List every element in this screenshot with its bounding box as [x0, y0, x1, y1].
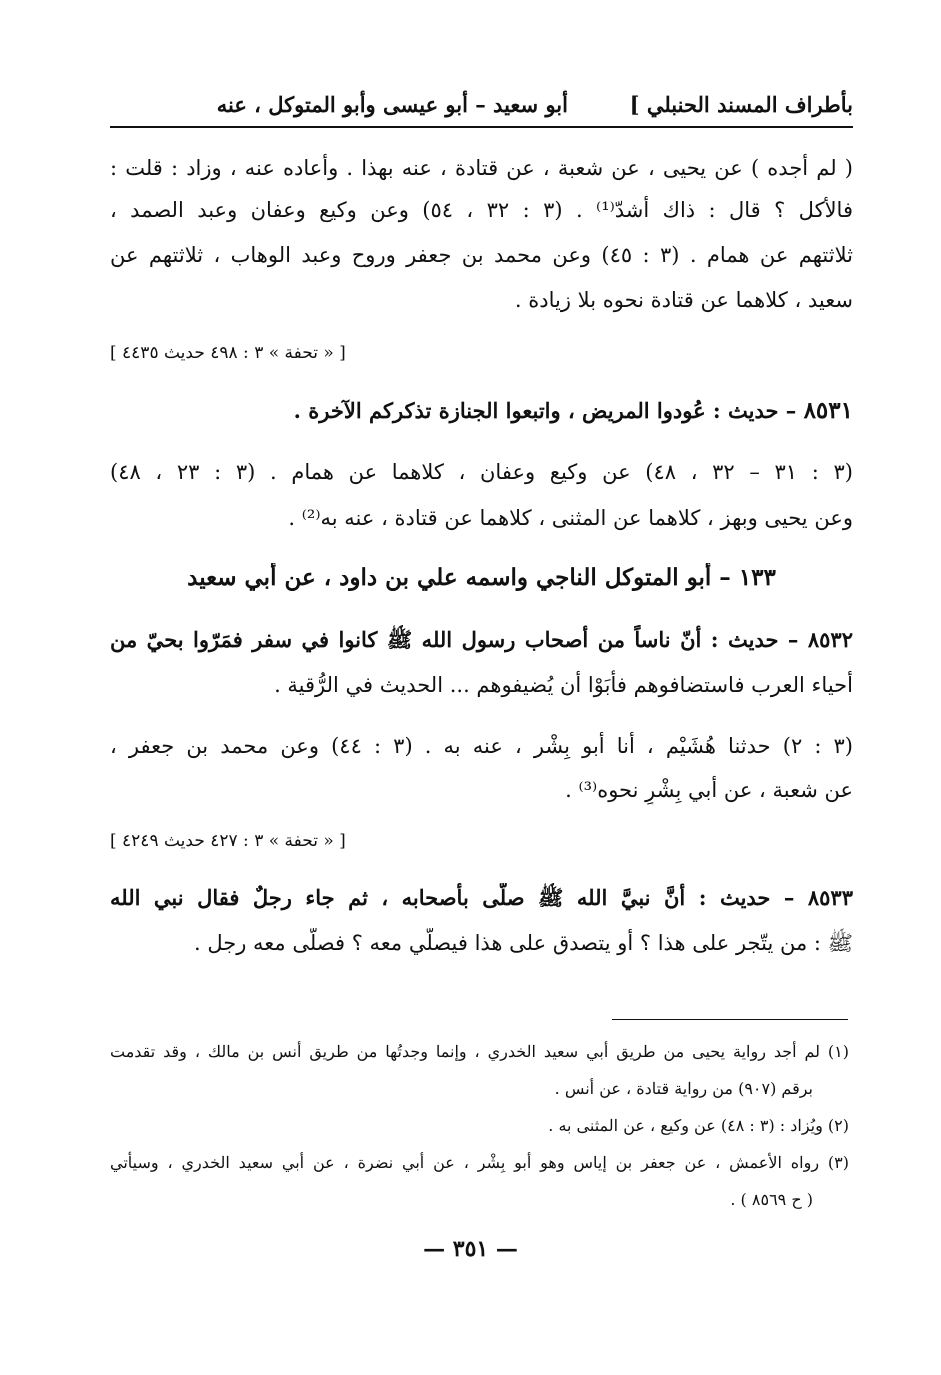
footnote-line: برقم (٩٠٧) من رواية قتادة ، عن أنس .: [554, 1079, 813, 1098]
text-line: وعن يحيى وبهز ، كلاهما عن المثنى ، كلاهما عن قتادة ، عنه به⁽²⁾ .: [288, 506, 853, 530]
header-section-title: أبو سعيد – أبو عيسى وأبو المتوكل ، عنه: [216, 92, 568, 117]
footnote-line: (١) لم أجد رواية يحيى من طريق أبي سعيد الخدري ، وإنما وجدتُها من طريق أنس بن مالك ، وقد تقدمت: [110, 1042, 849, 1061]
text-line: (٣ : ٢) حدثنا هُشَيْم ، أنا أبو بِشْر ، عنه به . (٣ : ٤٤) وعن محمد بن جعفر ،: [110, 734, 853, 758]
hadith-8533-line: ٨٥٣٣ – حديث : أنَّ نبيَّ الله ﷺ صلّى بأصحابه ، ثم جاء رجلٌ فقال نبي الله: [110, 885, 853, 910]
tuhfa-reference: [ « تحفة » ٣ : ٤٩٨ حديث ٤٤٣٥ ]: [110, 343, 346, 363]
footnote-line: ( ح ٨٥٦٩ ) .: [730, 1190, 813, 1209]
tuhfa-reference: [ « تحفة » ٣ : ٤٢٧ حديث ٤٢٤٩ ]: [110, 831, 346, 851]
text-line: ( لم أجده ) عن يحيى ، عن شعبة ، عن قتادة ، عنه بهذا . وأعاده عنه ، وزاد : قلت :: [110, 156, 853, 180]
hadith-8531: [110, 396, 853, 426]
section-heading: ١٣٣ – أبو المتوكل الناجي واسمه علي بن داود ، عن أبي سعيد: [187, 564, 776, 591]
page-number: — ٣٥١ —: [423, 1236, 518, 1262]
footnote-line: (٣) رواه الأعمش ، عن جعفر بن إياس وهو أبو بِشْر ، عن أبي نضرة ، عن أبي سعيد الخدري ، وسيأتي: [110, 1153, 849, 1172]
running-header: [110, 86, 853, 128]
hadith-8532-line: أحياء العرب فاستضافوهم فأبَوْا أن يُضيفوهم ... الحديث في الرُّقية .: [274, 673, 853, 697]
hadith-8532-line: ٨٥٣٢ – حديث : أنّ ناساً من أصحاب رسول الله ﷺ كانوا في سفر فمَرّوا بحيّ من: [110, 627, 853, 652]
footnote-line: (٢) ويُزاد : (٣ : ٤٨) عن وكيع ، عن المثنى به .: [548, 1116, 849, 1135]
header-book-title: بأطراف المسند الحنبلي ]: [629, 92, 853, 117]
text-line: سعيد ، كلاهما عن قتادة نحوه بلا زيادة .: [514, 288, 853, 312]
hadith-8533-line: ﷺ : من يتّجر على هذا ؟ أو يتصدق على هذا فيصلّي معه ؟ فصلّى معه رجل .: [193, 931, 853, 955]
text-line: (٣ : ٣١ – ٣٢ ، ٤٨) عن وكيع وعفان ، كلاهما عن همام . (٣ : ٢٣ ، ٤٨): [110, 460, 853, 484]
text-line: ثلاثتهم عن همام . (٣ : ٤٥) وعن محمد بن جعفر وروح وعبد الوهاب ، ثلاثتهم عن: [110, 243, 853, 267]
text-line: عن شعبة ، عن أبي بِشْرٍ نحوه⁽³⁾ .: [565, 778, 853, 802]
text-line: فالأكل ؟ قال : ذاك أشدّ⁽¹⁾ . (٣ : ٣٢ ، ٥٤) وعن وكيع وعفان وعبد الصمد ،: [110, 198, 853, 222]
footnote-separator: [612, 1019, 848, 1020]
hadith-number: ٨٥٣١: [803, 397, 853, 424]
hadith-text: – حديث : عُودوا المريض ، واتبعوا الجنازة تذكركم الآخرة .: [293, 398, 797, 423]
